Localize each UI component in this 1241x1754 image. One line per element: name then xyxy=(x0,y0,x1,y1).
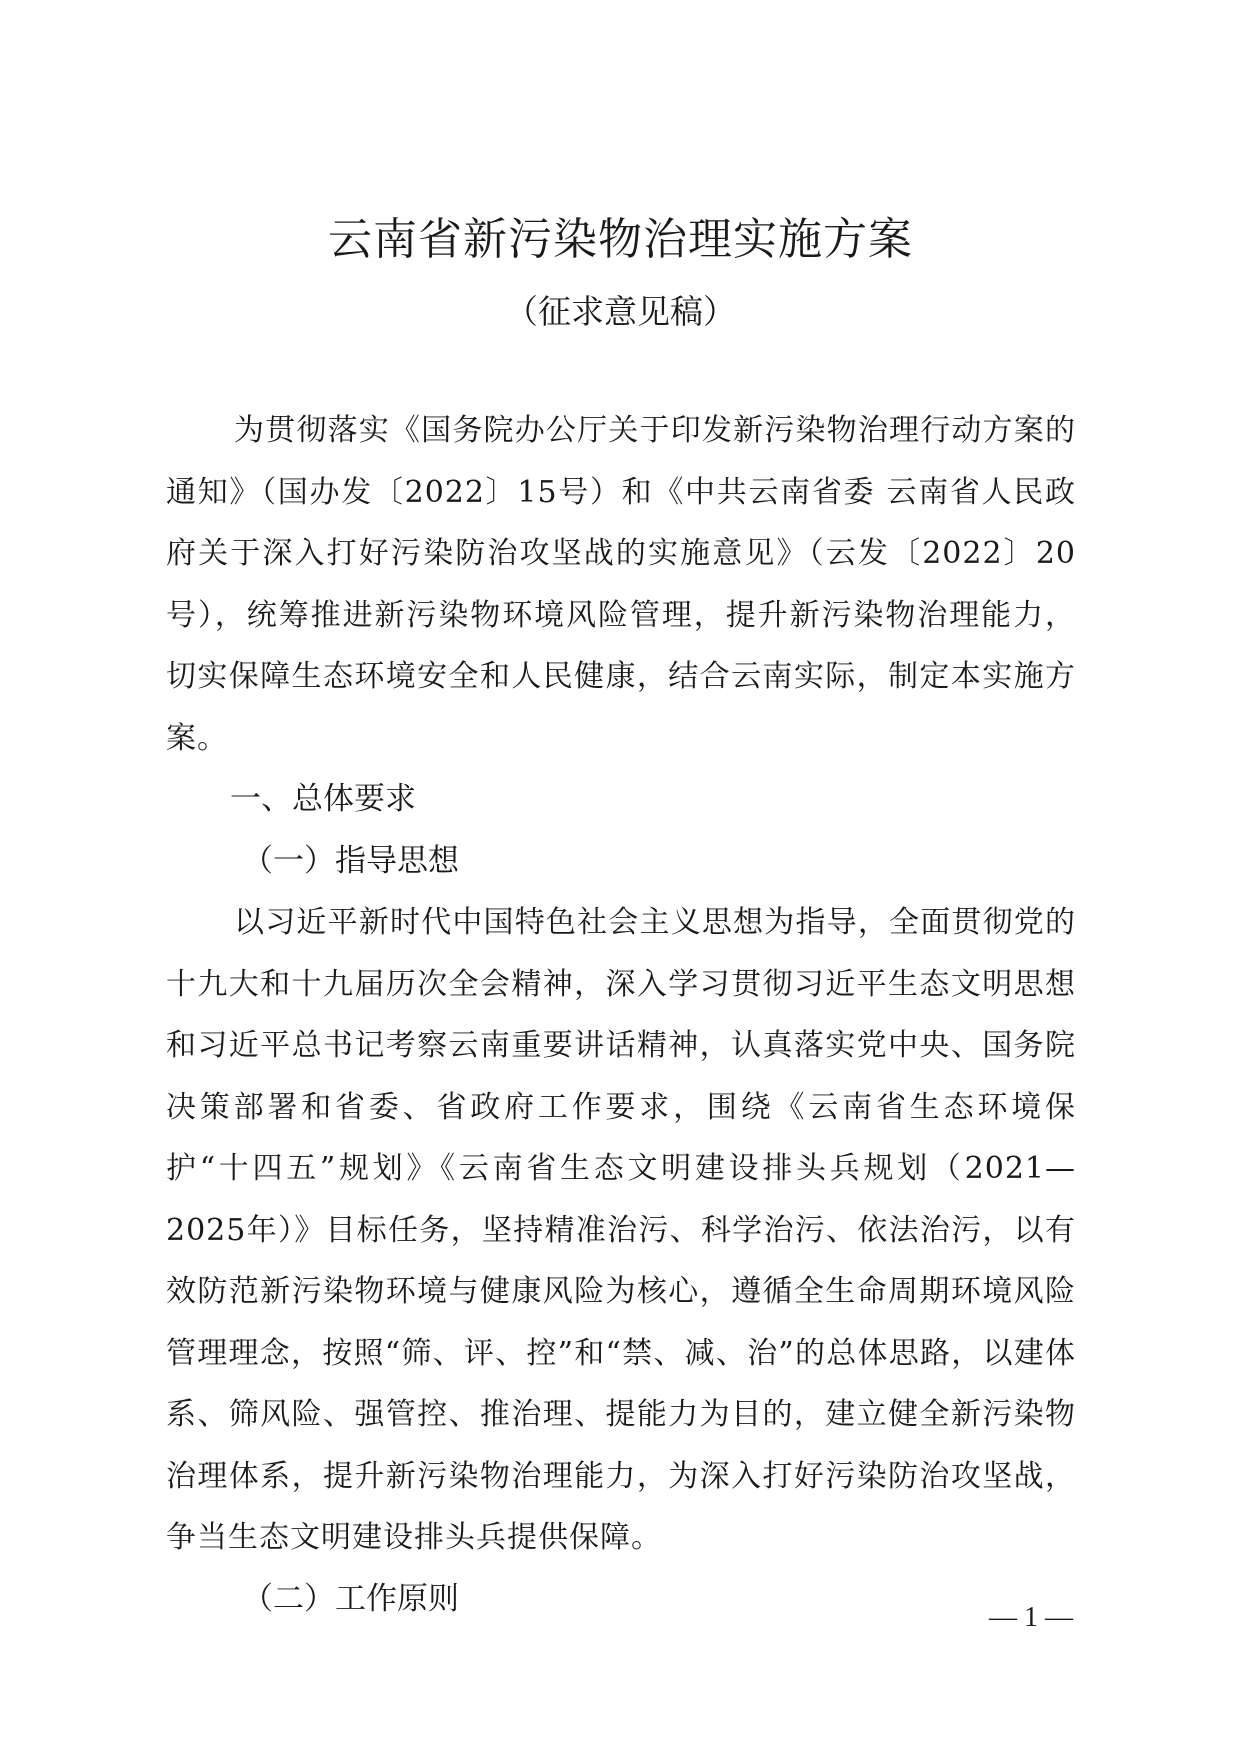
document-title: 云南省新污染物治理实施方案 xyxy=(328,214,913,265)
document-body xyxy=(166,400,1076,1630)
section-heading-general-requirements: 一、总体要求 xyxy=(230,781,416,817)
page-number: — 1 — xyxy=(989,1602,1073,1633)
intro-paragraph: 为贯彻落实《国务院办公厅关于印发新污染物治理行动方案的通知》（国办发〔2022〕15号）和《中共云南省委 云南省人民政府关于深入打好污染防治攻坚战的实施意见》（云发〔2022〕20号），统筹推进新污染物环境风险管理，提升新污染物治理能力，切实保障生态环境安全和人民健康，结合云南实际，制定本实施方案。 xyxy=(166,413,1076,756)
guiding-ideology-paragraph: 以习近平新时代中国特色社会主义思想为指导，全面贯彻党的十九大和十九届历次全会精神，深入学习贯彻习近平生态文明思想和习近平总书记考察云南重要讲话精神，认真落实党中央、国务院决策部署和省委、省政府工作要求，围绕《云南省生态环境保护“十四五”规划》《云南省生态文明建设排头兵规划（2021—2025年）》目标任务，坚持精准治污、科学治污、依法治污，以有效防范新污染物环境与健康风险为核心，遵循全生命周期环境风险管理理念，按照“筛、评、控”和“禁、减、治”的总体思路，以建体系、筛风险、强管控、推治理、提能力为目的，建立健全新污染物治理体系，提升新污染物治理能力，为深入打好污染防治攻坚战，争当生态文明建设排头兵提供保障。 xyxy=(166,905,1076,1555)
subsection-heading-working-principles: （二）工作原则 xyxy=(242,1580,459,1617)
document-subtitle: （征求意见稿） xyxy=(505,292,736,331)
subsection-heading-guiding-ideology: （一）指导思想 xyxy=(242,842,459,879)
